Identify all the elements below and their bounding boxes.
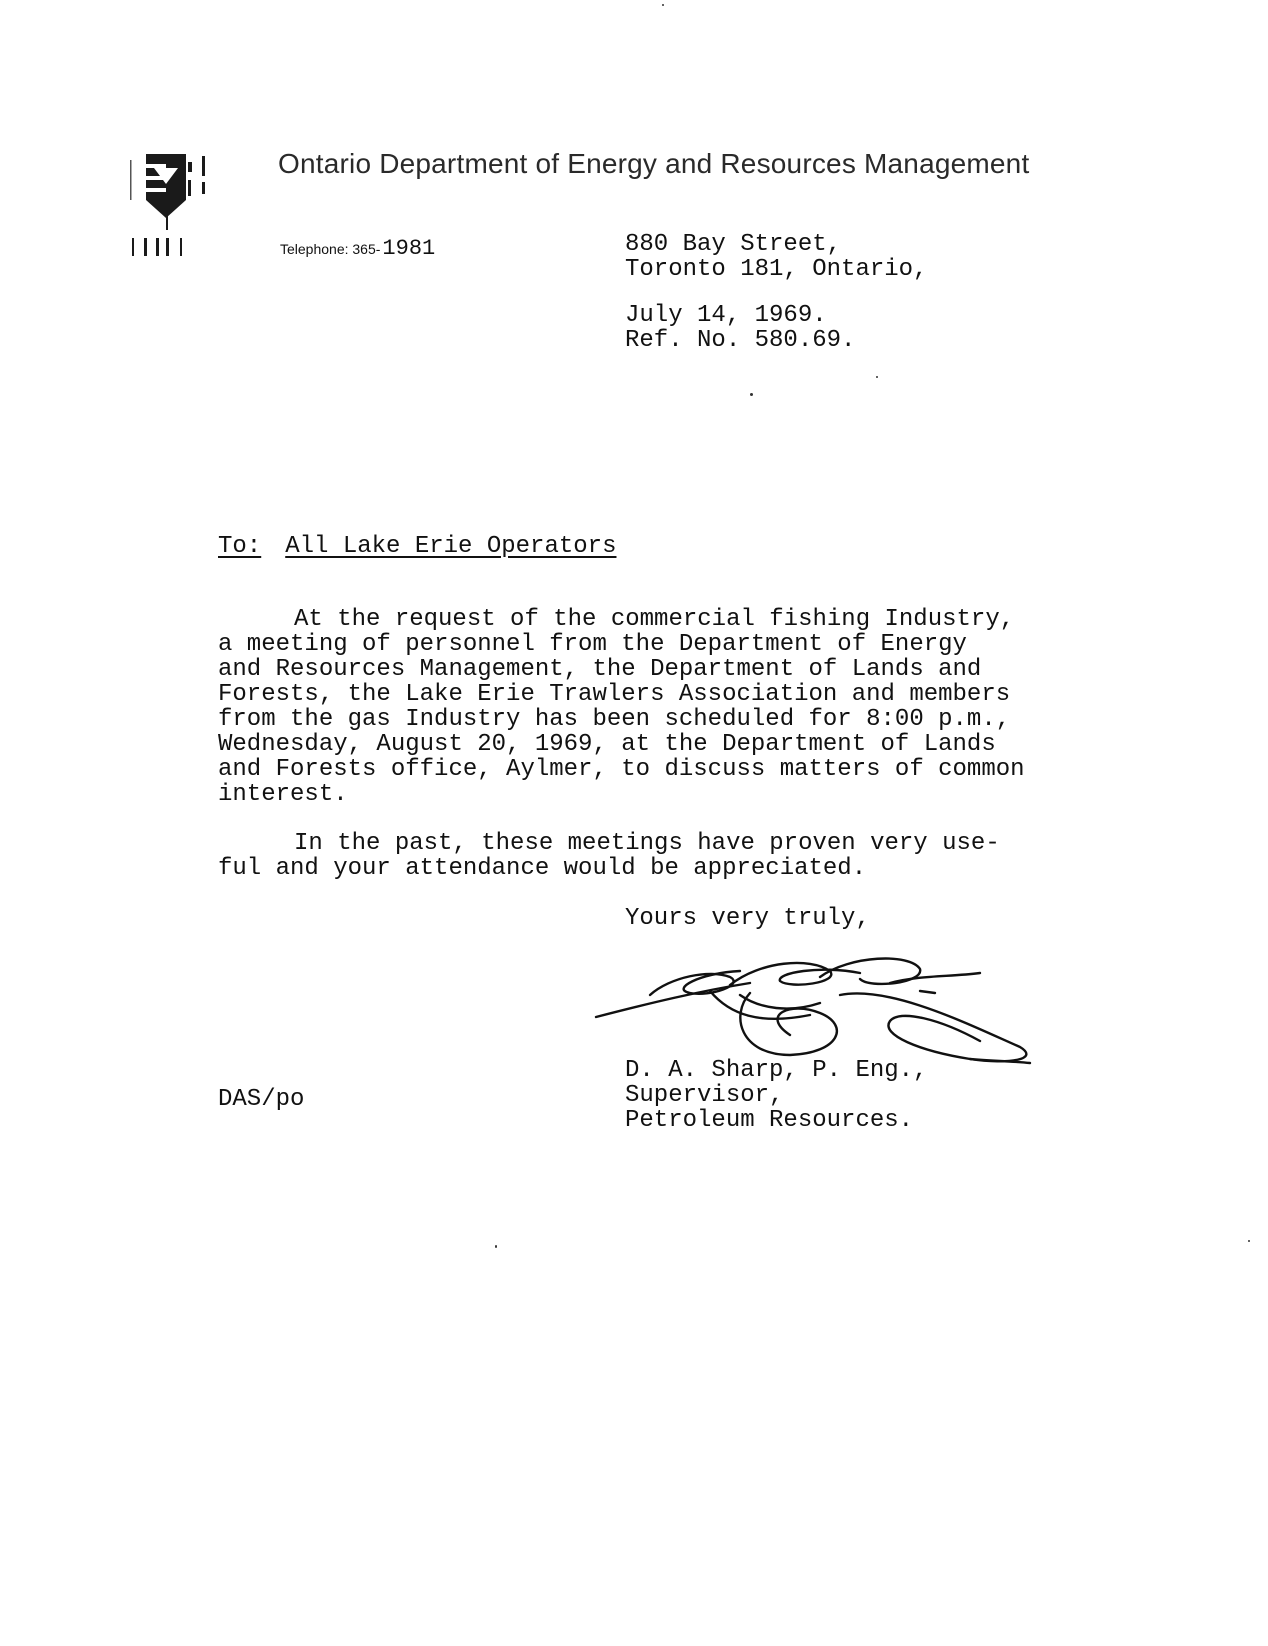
typist-initials: DAS/po	[218, 1086, 305, 1113]
signer-name: D. A. Sharp, P. Eng.,	[625, 1057, 928, 1084]
closing: Yours very truly,	[625, 905, 870, 932]
body-line: and Forests office, Aylmer, to discuss matters of common	[218, 756, 1025, 783]
department-name: Ontario Department of Energy and Resources Management	[278, 148, 1030, 179]
body-paragraph-1	[218, 607, 1025, 807]
signer-unit: Petroleum Resources.	[625, 1107, 914, 1134]
signer-title: Supervisor,	[625, 1082, 784, 1109]
scan-speck	[876, 376, 878, 378]
recipient-name: All Lake Erie Operators	[285, 533, 617, 560]
telephone	[280, 236, 435, 261]
address-city: Toronto 181, Ontario,	[625, 256, 928, 283]
ontario-trillium-logo-icon	[126, 150, 246, 260]
sender-address	[625, 232, 927, 282]
letter-date: July 14, 1969.	[625, 302, 827, 329]
scan-speck	[1248, 1240, 1250, 1242]
recipient-line	[218, 534, 616, 559]
body-line: interest.	[218, 781, 348, 808]
address-street: 880 Bay Street,	[625, 231, 842, 258]
scan-speck	[662, 4, 664, 6]
body-line: At the request of the commercial fishing Industry,	[294, 606, 1015, 633]
reference-number: Ref. No. 580.69.	[625, 327, 856, 354]
body-line: In the past, these meetings have proven very use-	[294, 830, 1000, 857]
body-line: Wednesday, August 20, 1969, at the Department of Lands	[218, 731, 996, 758]
date-block	[625, 303, 855, 353]
body-line: Forests, the Lake Erie Trawlers Association and members	[218, 681, 1011, 708]
body-paragraph-2	[218, 831, 1000, 881]
body-line: a meeting of personnel from the Department of Energy	[218, 631, 967, 658]
body-line: ful and your attendance would be appreciated.	[218, 855, 867, 882]
signature-block	[625, 1058, 927, 1133]
recipient-label: To:	[218, 533, 262, 560]
scan-speck	[495, 1245, 497, 1248]
scan-speck	[750, 393, 753, 396]
telephone-label: Telephone: 365-	[280, 241, 381, 257]
telephone-number: 1981	[382, 236, 436, 261]
body-line: from the gas Industry has been scheduled for 8:00 p.m.,	[218, 706, 1011, 733]
body-line: and Resources Management, the Department of Lands and	[218, 656, 982, 683]
